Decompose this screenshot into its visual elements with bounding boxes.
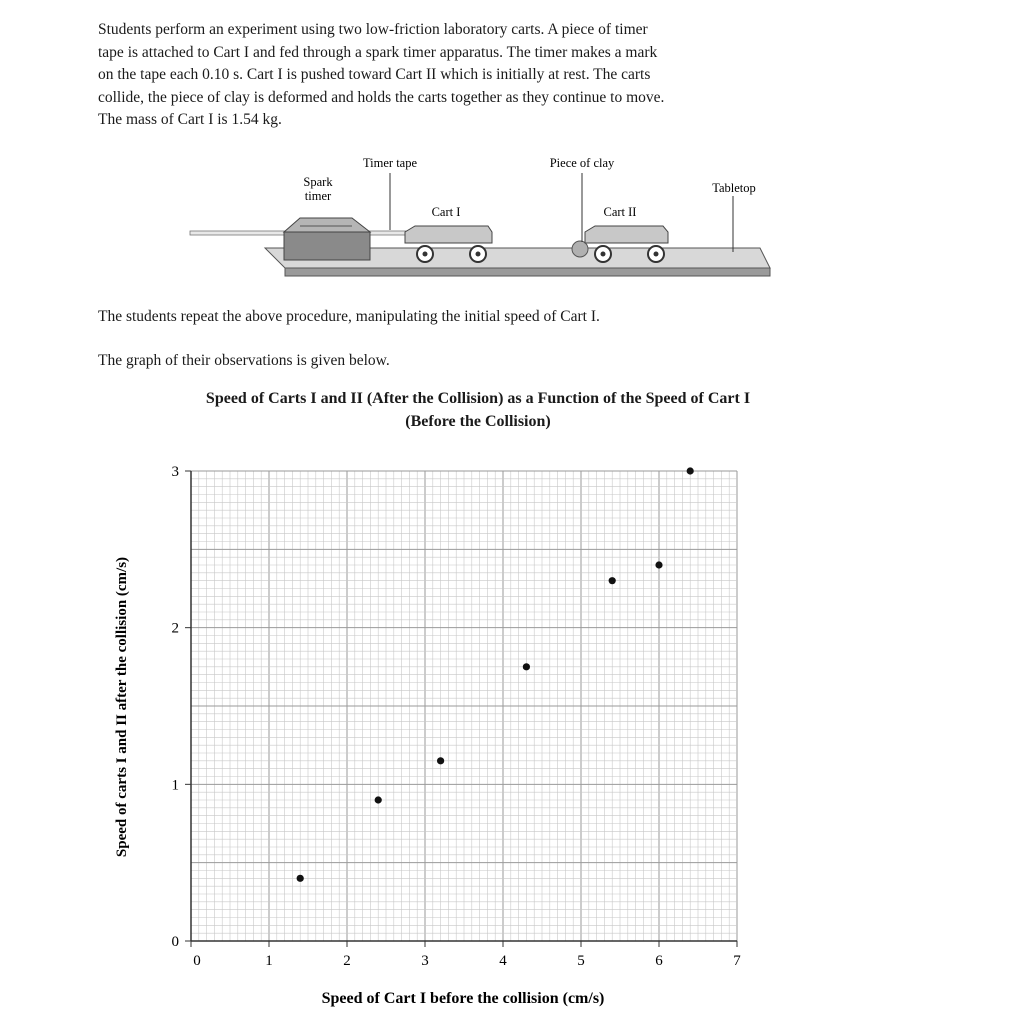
data-point — [523, 663, 530, 670]
data-point — [687, 467, 694, 474]
tabletop-front — [285, 268, 770, 276]
intro-line: on the tape each 0.10 s. Cart I is pushed toward Cart II which is initially at rest. The carts — [98, 66, 651, 83]
y-tick-label: 0 — [171, 934, 179, 950]
chart-title — [100, 387, 856, 433]
x-tick-label: 0 — [193, 953, 201, 969]
intro-line: collide, the piece of clay is deformed and holds the carts together as they continue to move. — [98, 88, 665, 106]
spark-timer-label: Spark — [303, 175, 333, 189]
intro-line: The mass of Cart I is 1.54 kg. — [98, 111, 282, 128]
x-tick-label: 5 — [577, 953, 585, 969]
x-axis-label: Speed of Cart I before the collision (cm/s) — [321, 990, 605, 1007]
y-tick-label: 2 — [171, 620, 179, 637]
spark-timer — [284, 232, 370, 260]
apparatus-diagram — [0, 140, 1015, 290]
chart-title-line2: (Before the Collision) — [405, 413, 551, 430]
cart1-label: Cart I — [431, 205, 461, 219]
intro-line: Students perform an experiment using two low-friction laboratory carts. A piece of timer — [98, 21, 648, 38]
graph-intro-text: The graph of their observations is given below. — [98, 352, 390, 369]
x-tick-label: 3 — [421, 953, 429, 969]
spark-timer-label: timer — [304, 189, 332, 203]
repeat-text: The students repeat the above procedure, manipulating the initial speed of Cart I. — [98, 308, 600, 325]
x-tick-label: 4 — [499, 953, 507, 969]
data-point — [609, 577, 616, 584]
cart2-label: Cart II — [603, 205, 637, 219]
data-point — [297, 875, 304, 882]
grid — [191, 471, 737, 941]
clay-label: Piece of clay — [549, 156, 615, 170]
spark-timer-top — [284, 218, 370, 232]
intro-line: tape is attached to Cart I and fed through a spark timer apparatus. The timer makes a mark — [98, 43, 658, 61]
intro-paragraph — [98, 19, 868, 132]
y-tick-label: 1 — [171, 777, 179, 794]
x-tick-label: 7 — [733, 953, 741, 969]
axes — [185, 471, 737, 947]
tabletop-label: Tabletop — [712, 181, 756, 195]
cart1-body — [405, 226, 492, 243]
x-tick-label: 2 — [343, 953, 351, 969]
timer-tape-label: Timer tape — [362, 156, 418, 170]
x-tick-label: 1 — [265, 953, 273, 969]
y-tick-label: 3 — [171, 464, 179, 480]
chart-title-line1: Speed of Carts I and II (After the Collision) as a Function of the Speed of Cart I — [205, 390, 751, 407]
data-point — [375, 796, 382, 803]
cart2-body — [585, 226, 668, 243]
scatter-chart — [0, 440, 1015, 1024]
y-axis-label: Speed of carts I and II after the collision (cm/s) — [114, 556, 130, 858]
data-point — [655, 561, 662, 568]
x-tick-label: 6 — [655, 953, 663, 969]
data-point — [437, 757, 444, 764]
